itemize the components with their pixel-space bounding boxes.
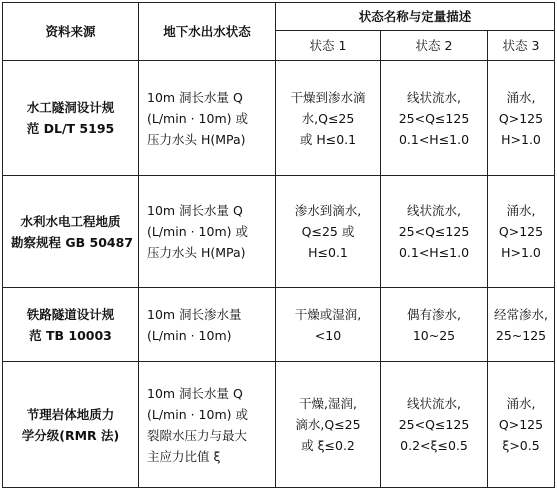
condition-cell: 10m 洞长渗水量 (L/min · 10m) xyxy=(139,288,276,362)
state-3-cell: 经常渗水, 25~125 xyxy=(488,288,555,362)
header-state-1: 状态 1 xyxy=(276,31,381,61)
source-cell: 铁路隧道设计规 范 TB 10003 xyxy=(3,288,139,362)
state-2-cell: 线状流水, 25<Q≤125 0.1<H≤1.0 xyxy=(381,61,488,176)
state-1-cell: 干燥,湿润, 滴水,Q≤25 或 ξ≤0.2 xyxy=(276,362,381,488)
header-source: 资料来源 xyxy=(3,3,139,61)
state-2-cell: 线状流水, 25<Q≤125 0.1<H≤1.0 xyxy=(381,176,488,288)
state-1-cell: 干燥或湿润, <10 xyxy=(276,288,381,362)
state-3-cell: 涌水, Q>125 ξ>0.5 xyxy=(488,362,555,488)
table-row xyxy=(3,176,555,288)
condition-cell: 10m 洞长水量 Q (L/min · 10m) 或 裂隙水压力与最大 主应力比值 ξ xyxy=(139,362,276,488)
state-3-cell: 涌水, Q>125 H>1.0 xyxy=(488,176,555,288)
state-1-cell: 干燥到渗水滴 水,Q≤25 或 H≤0.1 xyxy=(276,61,381,176)
header-condition: 地下水出水状态 xyxy=(139,3,276,61)
state-2-cell: 线状流水, 25<Q≤125 0.2<ξ≤0.5 xyxy=(381,362,488,488)
state-3-cell: 涌水, Q>125 H>1.0 xyxy=(488,61,555,176)
source-cell: 水工隧洞设计规 范 DL/T 5195 xyxy=(3,61,139,176)
state-2-cell: 偶有渗水, 10~25 xyxy=(381,288,488,362)
condition-cell: 10m 洞长水量 Q (L/min · 10m) 或 压力水头 H(MPa) xyxy=(139,176,276,288)
header-state-3: 状态 3 xyxy=(488,31,555,61)
table-row xyxy=(3,61,555,176)
header-state-2: 状态 2 xyxy=(381,31,488,61)
groundwater-state-table xyxy=(2,2,555,488)
table-row xyxy=(3,362,555,488)
table-row xyxy=(3,288,555,362)
condition-cell: 10m 洞长水量 Q (L/min · 10m) 或 压力水头 H(MPa) xyxy=(139,61,276,176)
source-cell: 水利水电工程地质 勘察规程 GB 50487 xyxy=(3,176,139,288)
header-state-group: 状态名称与定量描述 xyxy=(276,3,555,31)
source-cell: 节理岩体地质力 学分级(RMR 法) xyxy=(3,362,139,488)
state-1-cell: 渗水到滴水, Q≤25 或 H≤0.1 xyxy=(276,176,381,288)
